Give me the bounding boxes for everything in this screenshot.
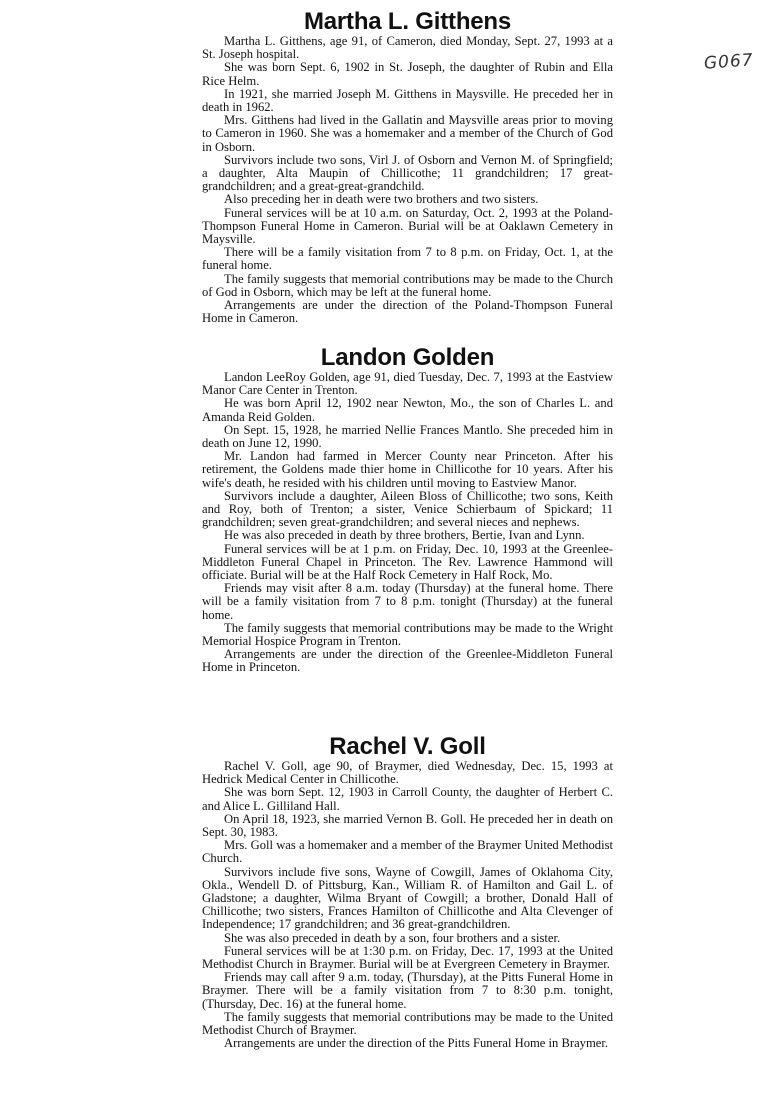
obituary-paragraph: Rachel V. Goll, age 90, of Braymer, died Wednesday, Dec. 15, 1993 at Hedrick Medical Center in Chillicothe. — [202, 759, 613, 787]
obituary-paragraph: Funeral services will be at 1:30 p.m. on Friday, Dec. 17, 1993 at the United Methodist Church in Braymer. Burial will be at Evergreen Cemetery in Braymer. — [202, 943, 613, 972]
obituary-paragraph: Friends may visit after 8 a.m. today (Thursday) at the funeral home. There will be a family visitation from 7 to 8 p.m. tonight (Thursday) at the funeral home. — [202, 581, 613, 622]
obituary-paragraph: The family suggests that memorial contributions may be made to the Church of God in Osborn, which may be left at the funeral home. — [202, 271, 613, 299]
obituary-paragraph: Arrangements are under the direction of the Greenlee-Middleton Funeral Home in Princeton. — [202, 647, 613, 675]
obituary-paragraph: Survivors include five sons, Wayne of Cowgill, James of Oklahoma City, Okla., Wendell D. of Pittsburg, Kan., William R. of Hamilton and Gail L. of Gladstone; a daughter, Wilma Bryant of Cowgill; a brother, Donald Hall of Chillicothe; two sisters, Frances Hamilton of Chillicothe and Alta Clevenger of Independence; 17 grandchildren; and 36 great-grandchildren. — [202, 864, 613, 932]
obituary-paragraph: He was also preceded in death by three brothers, Bertie, Ivan and Lynn. — [224, 528, 585, 543]
obituary-paragraph: Martha L. Gitthens, age 91, of Cameron, died Monday, Sept. 27, 1993 at a St. Joseph hospital. — [202, 34, 613, 62]
obituary-paragraph: Arrangements are under the direction of the Poland-Thompson Funeral Home in Cameron. — [202, 298, 613, 326]
obituary-paragraph: In 1921, she married Joseph M. Gitthens in Maysville. He preceded her in death in 1962. — [202, 86, 613, 115]
obituary-paragraph: She was also preceded in death by a son, four brothers and a sister. — [224, 930, 561, 945]
obituary-body — [202, 371, 613, 675]
obituary-paragraph: Mr. Landon had farmed in Mercer County near Princeton. After his retirement, the Goldens made thier home in Chillicothe for 10 years. After his wife's death, he resided with his children until moving to Eastview Manor. — [202, 449, 613, 490]
obituary-landon-golden — [202, 344, 613, 675]
obituary-paragraph: Mrs. Goll was a homemaker and a member of the Braymer United Methodist Church. — [202, 838, 613, 866]
obituary-paragraph: The family suggests that memorial contributions may be made to the United Methodist Church of Braymer. — [202, 1009, 613, 1038]
obituary-paragraph: Landon LeeRoy Golden, age 91, died Tuesday, Dec. 7, 1993 at the Eastview Manor Care Center in Trenton. — [202, 370, 613, 398]
obituary-body — [202, 35, 613, 325]
obituary-paragraph: She was born Sept. 12, 1903 in Carroll County, the daughter of Herbert C. and Alice L. Gilliland Hall. — [202, 785, 613, 813]
obituary-paragraph: She was born Sept. 6, 1902 in St. Joseph, the daughter of Rubin and Ella Rice Helm. — [202, 60, 613, 88]
obituary-rachel-goll — [202, 733, 613, 1050]
obituary-title: Rachel V. Goll — [329, 733, 486, 760]
obituary-paragraph: Survivors include a daughter, Aileen Bloss of Chillicothe; two sons, Keith and Roy, both of Trenton; a sister, Venice Schierbaum of Spickard; 11 grandchildren; seven great-grandchildren; and several nieces and nephews. — [202, 488, 613, 530]
obituary-paragraph: On Sept. 15, 1928, he married Nellie Frances Mantlo. She preceded him in death on June 12, 1990. — [202, 422, 613, 451]
obituary-paragraph: He was born April 12, 1902 near Newton, Mo., the son of Charles L. and Amanda Reid Golden. — [202, 396, 613, 424]
obituary-paragraph: Friends may call after 9 a.m. today, (Thursday), at the Pitts Funeral Home in Braymer. There will be a family visitation from 7 to 8:30 p.m. tonight, (Thursday, Dec. 16) at the funeral home. — [202, 970, 613, 1011]
obituary-paragraph: The family suggests that memorial contributions may be made to the Wright Memorial Hospice Program in Trenton. — [202, 620, 613, 649]
obituary-martha-gitthens — [202, 8, 613, 325]
obituary-paragraph: There will be a family visitation from 7 to 8 p.m. on Friday, Oct. 1, at the funeral home. — [202, 245, 613, 273]
obituary-title: Landon Golden — [320, 344, 495, 371]
obituary-paragraph: Also preceding her in death were two brothers and two sisters. — [224, 192, 539, 207]
obituary-paragraph: Mrs. Gitthens had lived in the Gallatin and Maysville areas prior to moving to Cameron in 1960. She was a homemaker and a member of the Church of God in Osborn. — [202, 113, 613, 154]
obituary-paragraph: Funeral services will be at 1 p.m. on Friday, Dec. 10, 1993 at the Greenlee-Middleton Funeral Chapel in Princeton. The Rev. Lawrence Hammond will officiate. Burial will be at the Half Rock Cemetery in Half Rock, Mo. — [202, 541, 613, 583]
obituary-title: Martha L. Gitthens — [303, 8, 512, 35]
handwritten-note: G067 — [703, 50, 755, 74]
obituary-paragraph: On April 18, 1923, she married Vernon B. Goll. He preceded her in death on Sept. 30, 1983. — [202, 811, 613, 840]
obituary-paragraph: Survivors include two sons, Virl J. of Osborn and Vernon M. of Springfield; a daughter, Alta Maupin of Chillicothe; 11 grandchildren; 17 great-grandchildren; and a great-great-grandchild. — [202, 152, 613, 194]
obituary-paragraph: Funeral services will be at 10 a.m. on Saturday, Oct. 2, 1993 at the Poland-Thompson Funeral Home in Cameron. Burial will be at Oaklawn Cemetery in Maysville. — [202, 205, 613, 247]
obituary-paragraph: Arrangements are under the direction of the Pitts Funeral Home in Braymer. — [224, 1036, 608, 1051]
obituary-body — [202, 760, 613, 1050]
